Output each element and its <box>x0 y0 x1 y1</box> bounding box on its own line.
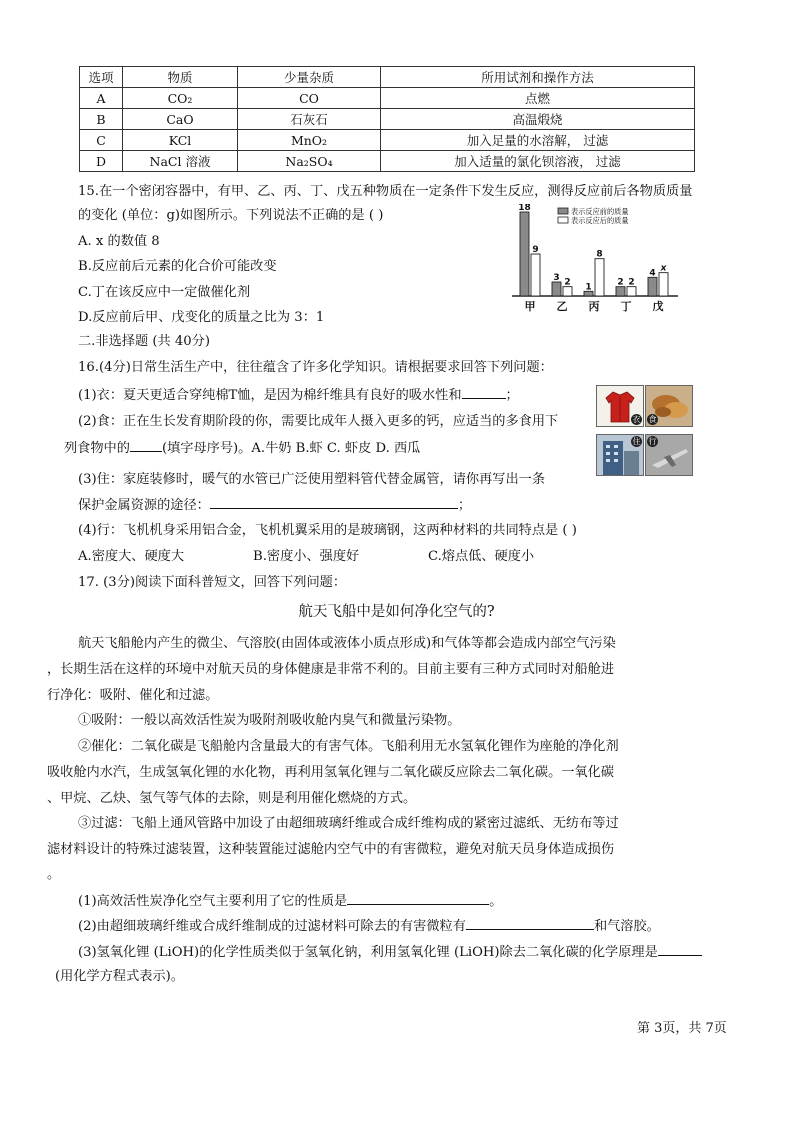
image-label: 住 <box>632 437 641 446</box>
article-paragraph-1-line: 航天飞船舱内产生的微尘、气溶胶(由固体或液体小质点形成)和气体等都会造成内部空气污染 <box>78 636 616 651</box>
q16-part3-line2 <box>78 494 471 517</box>
q16-part4-option-a: A.密度大、硬度大 <box>78 549 185 564</box>
q17-stem: 17. (3分)阅读下面科普短文，回答下列问题： <box>78 575 347 590</box>
q16-part2-line1: (2)食：正在生长发育期阶段的你，需要比成年人摄入更多的钙，应适当的多食用下 <box>78 414 559 429</box>
table-cell: 加入适量的氯化钡溶液， 过滤 <box>381 151 695 172</box>
table-row <box>80 109 695 130</box>
table-cell: 点燃 <box>381 88 695 109</box>
table-cell: Na₂SO₄ <box>238 151 381 172</box>
q16-part2-pre: 列食物中的 <box>64 441 130 456</box>
q16-part2-post: (填字母序号)。A.牛奶 B.虾 C. 虾皮 D. 西瓜 <box>161 441 421 456</box>
table-cell: MnO₂ <box>238 130 381 151</box>
table-cell: A <box>80 88 123 109</box>
q16-part1-end: ； <box>505 388 519 403</box>
q15-stem-line2: 的变化 (单位：g)如图所示。下列说法不正确的是 ( ) <box>78 208 384 223</box>
table-header: 少量杂质 <box>238 67 381 88</box>
answer-blank[interactable] <box>462 384 506 399</box>
chart-data-label: 9 <box>532 245 539 255</box>
q17-sub1-end: 。 <box>489 894 503 909</box>
chart-bar <box>627 287 636 296</box>
chart-legend-label: 表示反应前的质量 <box>571 207 629 216</box>
chart-legend-label: 表示反应后的质量 <box>571 216 629 225</box>
clothing-image <box>596 385 644 427</box>
table-header: 选项 <box>80 67 123 88</box>
chart-bar <box>563 287 572 296</box>
q15-option-a: A. x 的数值 8 <box>78 234 160 249</box>
image-label: 衣 <box>632 415 641 424</box>
chart-data-label: 8 <box>596 249 603 260</box>
table-cell: CaO <box>123 109 238 130</box>
article-paragraph-3-line: ②催化：二氧化碳是飞船舱内含量最大的有害气体。飞船利用无水氢氧化锂作为座舱的净化剂 <box>78 739 619 754</box>
q15-option-b: B.反应前后元素的化合价可能改变 <box>78 259 277 274</box>
q16-part3-pre: 保护金属资源的途径： <box>78 498 210 513</box>
chart-data-label: x <box>660 263 667 274</box>
table-cell: 加入足量的水溶解， 过滤 <box>381 130 695 151</box>
q17-sub2-text: (2)由超细玻璃纤维或合成纤维制成的过滤材料可除去的有害微粒有 <box>78 919 466 934</box>
q16-part1-text: (1)衣：夏天更适合穿纯棉T恤，是因为棉纤维具有良好的吸水性和 <box>78 388 462 403</box>
chart-legend-swatch <box>558 208 568 214</box>
q16-part4-option-c: C.熔点低、硬度小 <box>428 549 535 564</box>
chart-data-label: 2 <box>564 277 571 288</box>
table-header: 物质 <box>123 67 238 88</box>
table-cell: C <box>80 130 123 151</box>
chart-data-label: 2 <box>617 277 624 288</box>
q16-part4-option-b: B.密度小、强度好 <box>253 549 360 564</box>
answer-blank[interactable] <box>658 941 702 956</box>
q15-option-d: D.反应前后甲、戊变化的质量之比为 3：1 <box>78 310 325 325</box>
travel-image <box>645 434 693 476</box>
answer-blank[interactable] <box>347 890 489 905</box>
article-paragraph-4-line: 滤材料设计的特殊过滤装置，这种装置能过滤舱内空气中的有害微粒，避免对航天员身体造成损伤 <box>47 842 615 857</box>
chart-category-label: 丁 <box>620 300 632 313</box>
chart-data-label: 4 <box>649 268 656 279</box>
q16-part2-line2 <box>64 437 420 460</box>
q17-sub2 <box>78 915 660 938</box>
article-paragraph-3-line: 吸收舱内水汽，生成氢氧化锂的水化物，再利用氢氧化锂与二氧化碳反应除去二氧化碳。一氧化碳 <box>47 765 615 780</box>
q17-sub2-end: 和气溶胶。 <box>593 919 660 934</box>
chart-legend-swatch <box>558 217 568 223</box>
q15-stem-line1: 15.在一个密闭容器中，有甲、乙、丙、丁、戊五种物质在一定条件下发生反应，测得反应前后各物质质量 <box>78 184 693 199</box>
q16-part3-post: ； <box>457 498 472 513</box>
chart-category-label: 甲 <box>524 300 536 313</box>
article-paragraph-4-line: 。 <box>47 867 61 882</box>
article-paragraph-1-line: 行净化：吸附、催化和过滤。 <box>47 688 219 703</box>
table-row <box>80 130 695 151</box>
q15-bar-chart <box>510 204 680 316</box>
table-header: 所用试剂和操作方法 <box>381 67 695 88</box>
options-table <box>79 66 695 172</box>
table-cell: CO₂ <box>123 88 238 109</box>
chart-bar <box>531 254 540 296</box>
chart-bar <box>616 287 625 296</box>
section-title: 二.非选择题 (共 40分) <box>78 334 210 349</box>
article-paragraph-2: ①吸附：一般以高效活性炭为吸附剂吸收舱内臭气和微量污染物。 <box>78 713 461 728</box>
q16-part4: (4)行：飞机机身采用铝合金，飞机机翼采用的是玻璃钢，这两种材料的共同特点是 ( ) <box>78 523 577 538</box>
table-cell: KCl <box>123 130 238 151</box>
chart-data-label: 3 <box>553 273 560 283</box>
chart-data-label: 1 <box>585 282 592 293</box>
q16-part3-line1: (3)住：家庭装修时，暖气的水管已广泛使用塑料管代替金属管，请你再写出一条 <box>78 472 546 487</box>
table-cell: NaCl 溶液 <box>123 151 238 172</box>
q16-stem: 16.(4分)日常生活生产中，往往蕴含了许多化学知识。请根据要求回答下列问题： <box>78 360 553 375</box>
article-paragraph-4-line: ③过滤：飞船上通风管路中加设了由超细玻璃纤维或合成纤维构成的紧密过滤纸、无纺布等过 <box>78 816 619 831</box>
image-label: 食 <box>648 415 657 424</box>
table-cell: 石灰石 <box>238 109 381 130</box>
q17-sub3-line2: (用化学方程式表示)。 <box>55 969 184 984</box>
article-paragraph-1-line: ，长期生活在这样的环境中对航天员的身体健康是非常不利的。目前主要有三种方式同时对船舱进 <box>47 662 615 677</box>
housing-image <box>596 434 644 476</box>
chart-bar <box>659 273 668 296</box>
table-cell: B <box>80 109 123 130</box>
table-header-row <box>80 67 695 88</box>
chart-data-label: 2 <box>628 277 635 288</box>
q17-sub3-text: (3)氢氧化锂 (LiOH)的化学性质类似于氢氧化钠，利用氢氧化锂 (LiOH)除去二氧化碳的化学原理是 <box>78 945 658 960</box>
food-image <box>645 385 693 427</box>
q16-part1 <box>78 384 519 407</box>
page-number: 第 3页，共 7页 <box>637 1021 727 1036</box>
table-cell: D <box>80 151 123 172</box>
table-row <box>80 88 695 109</box>
chart-bar <box>552 282 561 296</box>
q15-option-c: C.丁在该反应中一定做催化剂 <box>78 285 251 300</box>
chart-category-label: 戊 <box>652 300 664 313</box>
q17-sub1 <box>78 890 502 913</box>
chart-category-label: 乙 <box>556 300 568 313</box>
article-title: 航天飞船中是如何净化空气的? <box>298 604 495 620</box>
q17-sub1-text: (1)高效活性炭净化空气主要利用了它的性质是 <box>78 894 348 909</box>
chart-bar <box>520 212 529 296</box>
article-paragraph-3-line: 、甲烷、乙炔、氢气等气体的去除，则是利用催化燃烧的方式。 <box>47 791 417 806</box>
image-label: 行 <box>648 437 657 446</box>
table-row <box>80 151 695 172</box>
table-cell: 高温煅烧 <box>381 109 695 130</box>
chart-category-label: 丙 <box>588 300 600 313</box>
chart-bar <box>648 277 657 296</box>
answer-blank[interactable] <box>210 494 458 509</box>
answer-blank[interactable] <box>466 915 594 930</box>
table-cell: CO <box>238 88 381 109</box>
chart-bar <box>595 259 604 296</box>
answer-blank[interactable] <box>130 437 162 452</box>
q17-sub3 <box>78 941 702 964</box>
chart-data-label: 18 <box>518 204 531 213</box>
